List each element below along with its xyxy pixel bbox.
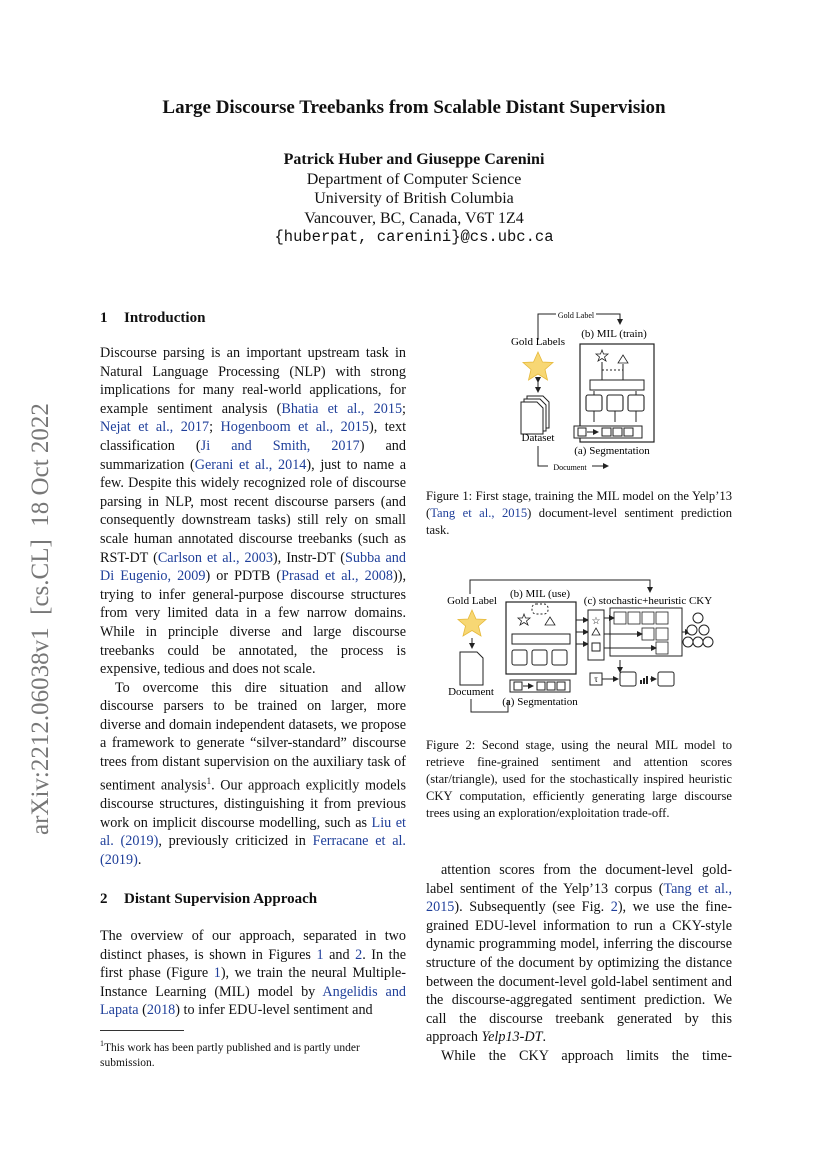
document-icon <box>521 396 549 434</box>
star-icon: ☆ <box>591 616 601 627</box>
segmentation-label: (a) Segmentation <box>502 696 578 708</box>
section-heading: 2 Distant Supervision Approach <box>100 891 318 907</box>
author-block <box>0 150 828 248</box>
arxiv-id: arXiv:2212.06038v1 [cs.CL] 18 Oct 2022 <box>27 403 54 835</box>
citation-link[interactable]: Ferracane et al. (2019) <box>100 833 406 868</box>
mil-train-label: (b) MIL (train) <box>581 328 647 340</box>
citation-link[interactable]: Tang et al., 2015 <box>430 506 528 520</box>
citation-link[interactable]: Hogenboom et al., 2015 <box>220 419 369 436</box>
gold-label-arrow-label: Gold Label <box>557 311 595 320</box>
citation-link[interactable]: Tang et al., 2015 <box>426 880 733 916</box>
citation-link[interactable]: Bhatia et al., 2015 <box>281 400 403 417</box>
star-icon <box>523 352 553 380</box>
figure-2-caption: Figure 2: Second stage, using the neural MIL model to retrieve fine-grained sentiment and attention scores (star/triangle), used for the stochastically inspired heuristic CKY computation, efficiently generating large discourse trees using an exploration/exploitation trade-off. <box>426 738 732 820</box>
dataset-label: Dataset <box>521 432 555 444</box>
author-email: {huberpat, carenini}@cs.ubc.ca <box>274 228 554 246</box>
document-arrow-label: Document <box>553 463 587 472</box>
treebank-name: Yelp13-DT <box>481 1029 543 1046</box>
footnote: $^1$This work has been partly published and is partly under submission. <box>100 1039 360 1069</box>
cky-label: (c) stochastic+heuristic CKY <box>583 595 713 607</box>
star-icon <box>458 610 486 636</box>
paper-title: Large Discourse Treebanks from Scalable Distant Supervision <box>162 97 666 118</box>
citation-link[interactable]: Ji and Smith, 2017 <box>200 437 360 454</box>
tree-icon <box>683 613 713 647</box>
figure-ref-link[interactable]: 1 <box>213 965 221 982</box>
citation-link[interactable]: Nejat et al., 2017 <box>100 419 210 436</box>
footnote-mark[interactable]: 1 <box>206 775 212 786</box>
citation-link[interactable]: Subba and Di Eugenio, 2009 <box>100 549 406 585</box>
figure-1-caption: Figure 1: First stage, training the MIL model on the Yelp’13 (Tang et al., 2015) document-level sentiment prediction task. <box>426 489 732 537</box>
document-icon <box>460 652 483 685</box>
gold-label-label: Gold Label <box>447 595 497 607</box>
arxiv-sidebar <box>10 360 60 840</box>
paragraph: Discourse parsing is an important upstream task in Natural Language Processing (NLP) with strong implications for many real-world applications, for example sentiment analysis (Bhatia et al., 2015; Nejat et al., 2017; Hogenboom et al., 2015), text classification (Ji and Smith, 2017) and summarization (Gerani et al., 2014), just to name a few. Despite this widely recognized role of discourse parsing in NLP, most recent discourse parsers (and consequently downstream tasks) still rely on small scale human annotated discourse treebanks (such as RST-DT (Carlson et al., 2003), Instr-DT (Subba and Di Eugenio, 2009) or PDTB (Prasad et al., 2008)), trying to infer general-purpose discourse structures from very limited data in a few narrow domains. While in principle diverse and large discourse treebanks could be annotated, the process is expensive, tedious and does not scale. <box>100 345 407 678</box>
figure-2-diagram <box>440 572 730 717</box>
mil-use-label: (b) MIL (use) <box>509 588 571 600</box>
tau-label: τ <box>594 674 598 684</box>
figure-ref-link[interactable]: 2 <box>355 946 363 963</box>
citation-link[interactable]: Liu et al. (2019) <box>100 814 406 850</box>
gold-labels-label: Gold Labels <box>510 336 566 348</box>
footnote-rule <box>100 1030 184 1031</box>
figure-ref-link[interactable]: 1 <box>316 946 324 963</box>
paragraph: attention scores from the document-level gold-label sentiment of the Yelp’13 corpus (Tang et al., 2015). Subsequently (see Fig. 2), we use the fine-grained EDU-level information to run a CKY-style dynamic programming model, inferring the discourse structure of the document by optimizing the distance between the document-level gold-label sentiment and the discourse-aggregated sentiment prediction. We call the discourse treebank generated by this approach Yelp13-DT. <box>426 862 733 1046</box>
author-names: Patrick Huber and Giuseppe Carenini <box>283 151 545 168</box>
intro-body <box>100 344 406 869</box>
citation-link[interactable]: Gerani et al., 2014 <box>194 456 307 473</box>
figure-1-diagram <box>498 300 668 478</box>
affiliation-line: Vancouver, BC, Canada, V6T 1Z4 <box>304 209 524 227</box>
right-column-body <box>426 861 732 1066</box>
citation-link[interactable]: Carlson et al., 2003 <box>157 549 273 566</box>
paragraph: The overview of our approach, separated in two distinct phases, is shown in Figures 1 and 2. In the first phase (Figure 1), we train the neural Multiple-Instance Learning (MIL) model by Angelidis and Lapata (2018) to infer EDU-level sentiment and <box>100 928 407 1019</box>
section-heading: 1 Introduction <box>100 310 206 326</box>
figure-ref-link[interactable]: 2 <box>610 899 618 916</box>
citation-link[interactable]: Angelidis and Lapata <box>100 983 407 1019</box>
paragraph: To overcome this dire situation and allow discourse parsers to be trained on larger, more diverse and domain independent datasets, we propose a framework to generate “silver-standard” discourse trees from distant supervision on the auxiliary task of sentiment analysis$^1$. Our approach explicitly models discourse structures, distinguishing it from previous work on implicit discourse modelling, such as Liu et al. (2019), previously criticized in Ferracane et al. (2019). <box>100 679 406 868</box>
affiliation-line: Department of Computer Science <box>306 170 522 188</box>
citation-link[interactable]: 2018 <box>146 1002 176 1019</box>
affiliation-line: University of British Columbia <box>314 190 514 207</box>
citation-link[interactable]: Prasad et al., 2008 <box>281 568 393 585</box>
segmentation-label: (a) Segmentation <box>574 445 650 457</box>
paragraph: While the CKY approach limits the time- <box>441 1047 732 1064</box>
document-label: Document <box>448 686 494 698</box>
distant-body <box>100 927 406 1020</box>
